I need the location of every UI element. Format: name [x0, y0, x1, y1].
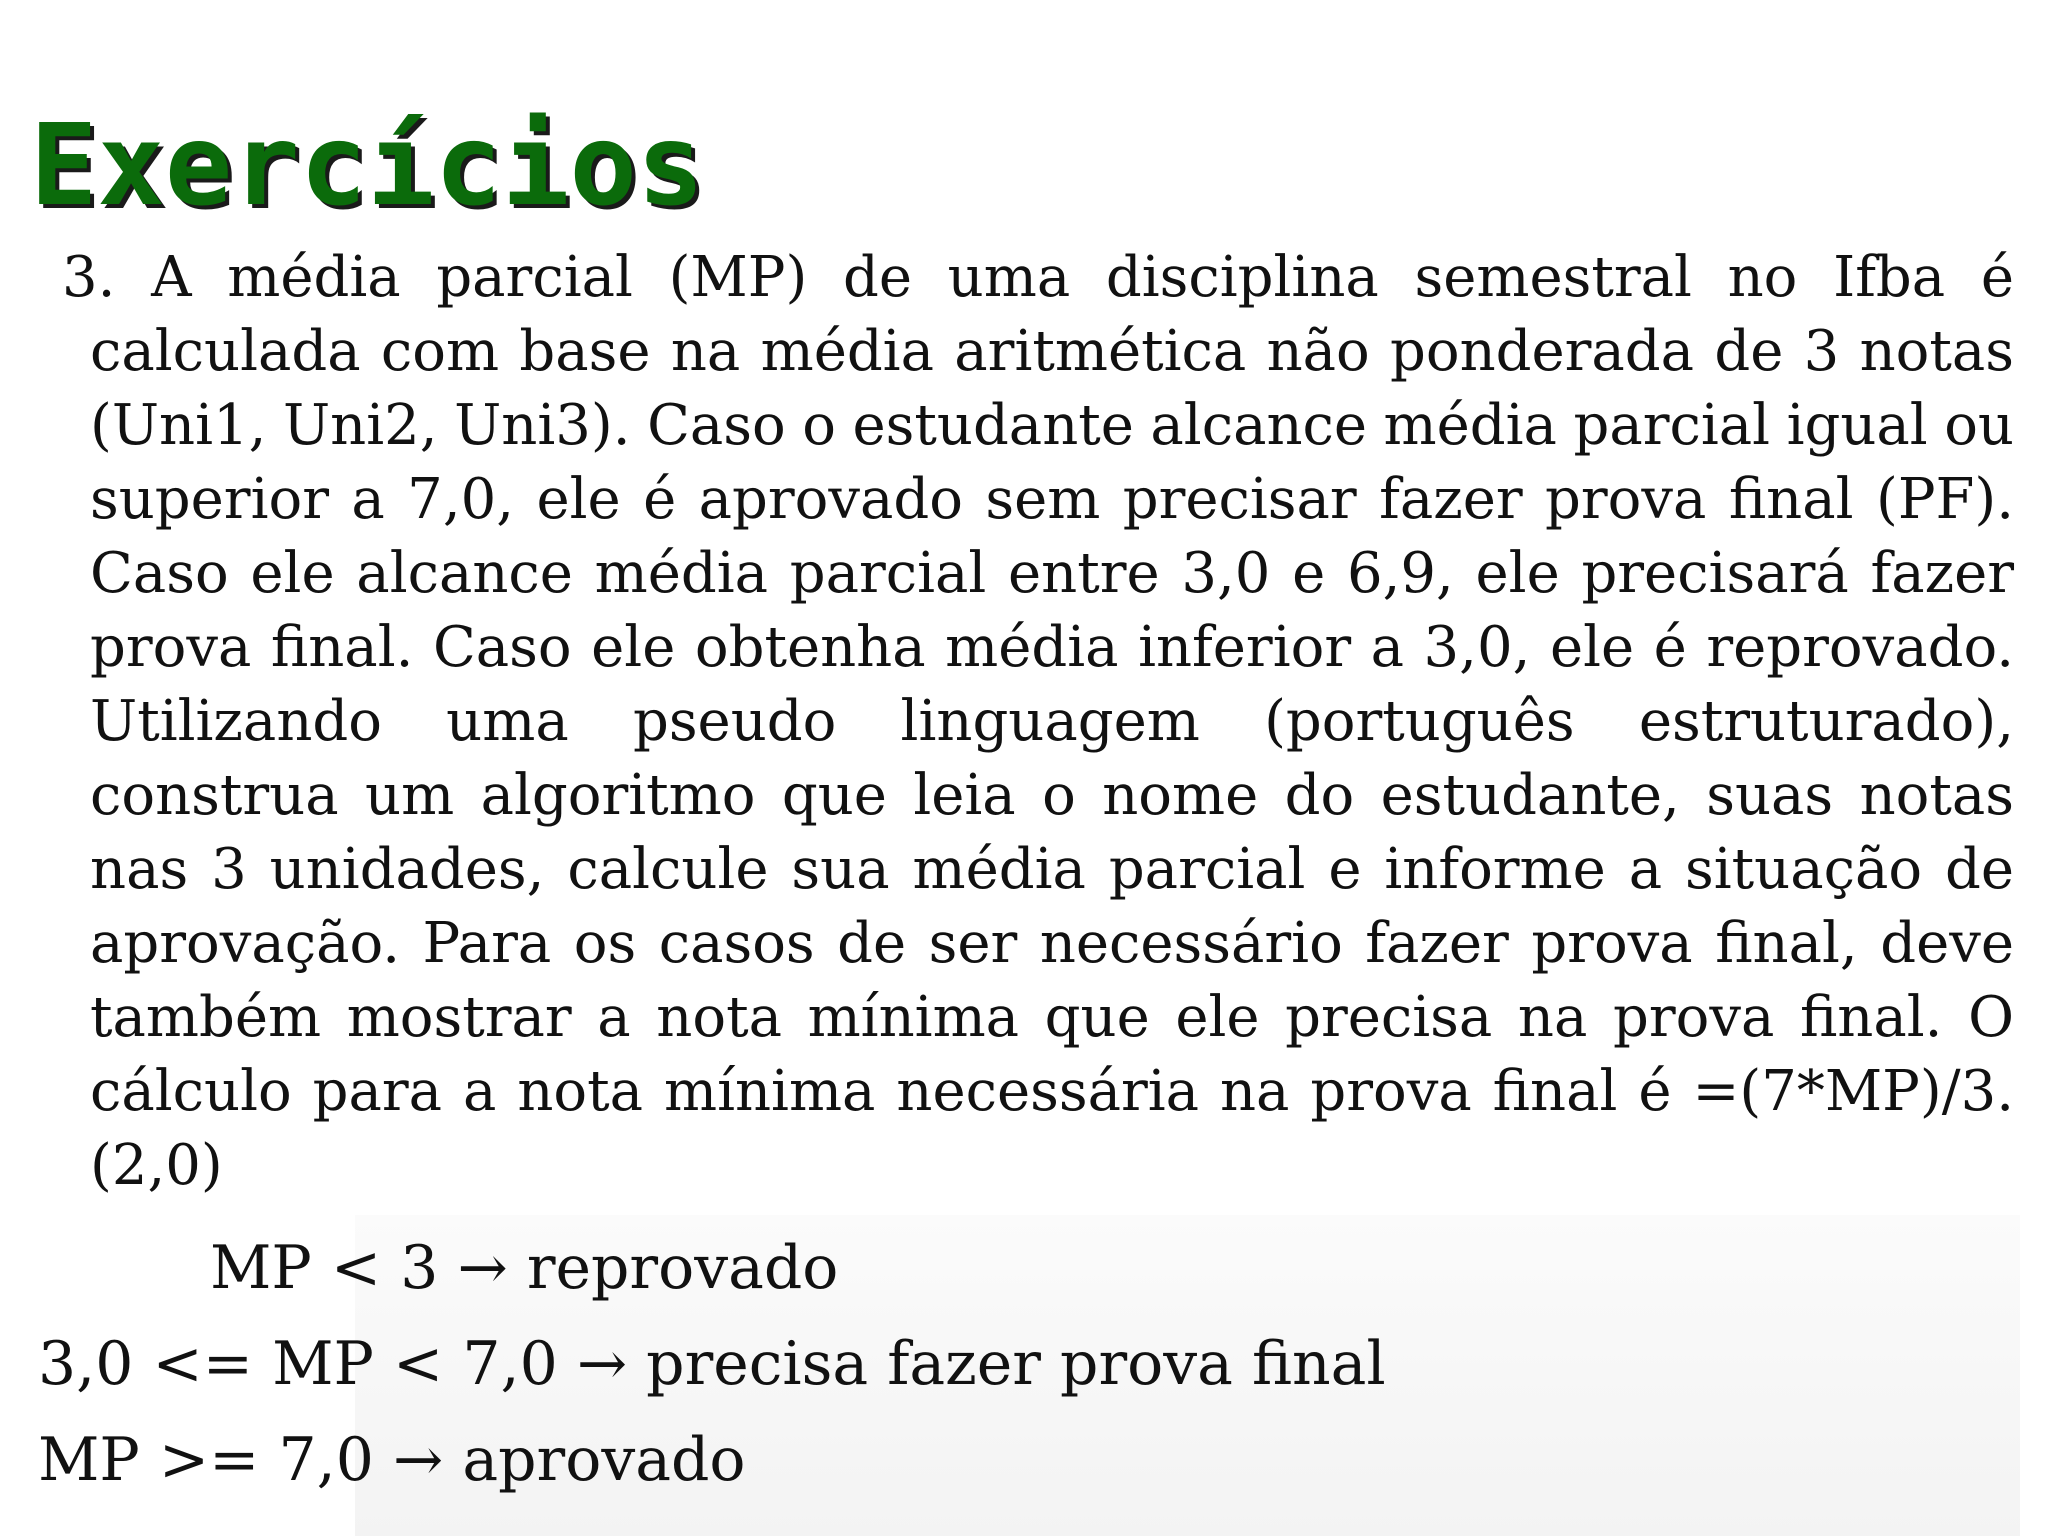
condition-aprovado: MP >= 7,0 → aprovado: [38, 1425, 746, 1495]
condition-prova-final: 3,0 <= MP < 7,0 → precisa fazer prova final: [38, 1329, 1386, 1399]
exercise-statement: [62, 241, 2014, 1203]
condition-reprovado: MP < 3 → reprovado: [210, 1233, 839, 1303]
exercise-text: 3. A média parcial (MP) de uma disciplina semestral no Ifba é calculada com base na média aritmética não ponderada de 3 notas (Uni1, Uni2, Uni3). Caso o estudante alcance média parcial igual ou superior a 7,0, ele é aprovado sem precisar fazer prova final (PF). Caso ele alcance média parcial entre 3,0 e 6,9, ele precisará fazer prova final. Caso ele obtenha média inferior a 3,0, ele é reprovado. Utilizando uma pseudo linguagem (português estruturado), construa um algoritmo que leia o nome do estudante, suas notas nas 3 unidades, calcule sua média parcial e informe a situação de aprovação. Para os casos de ser necessário fazer prova final, deve também mostrar a nota mínima que ele precisa na prova final. O cálculo para a nota mínima necessária na prova final é =(7*MP)/3. (2,0): [62, 245, 2014, 1198]
slide-title: Exercícios: [30, 101, 705, 231]
